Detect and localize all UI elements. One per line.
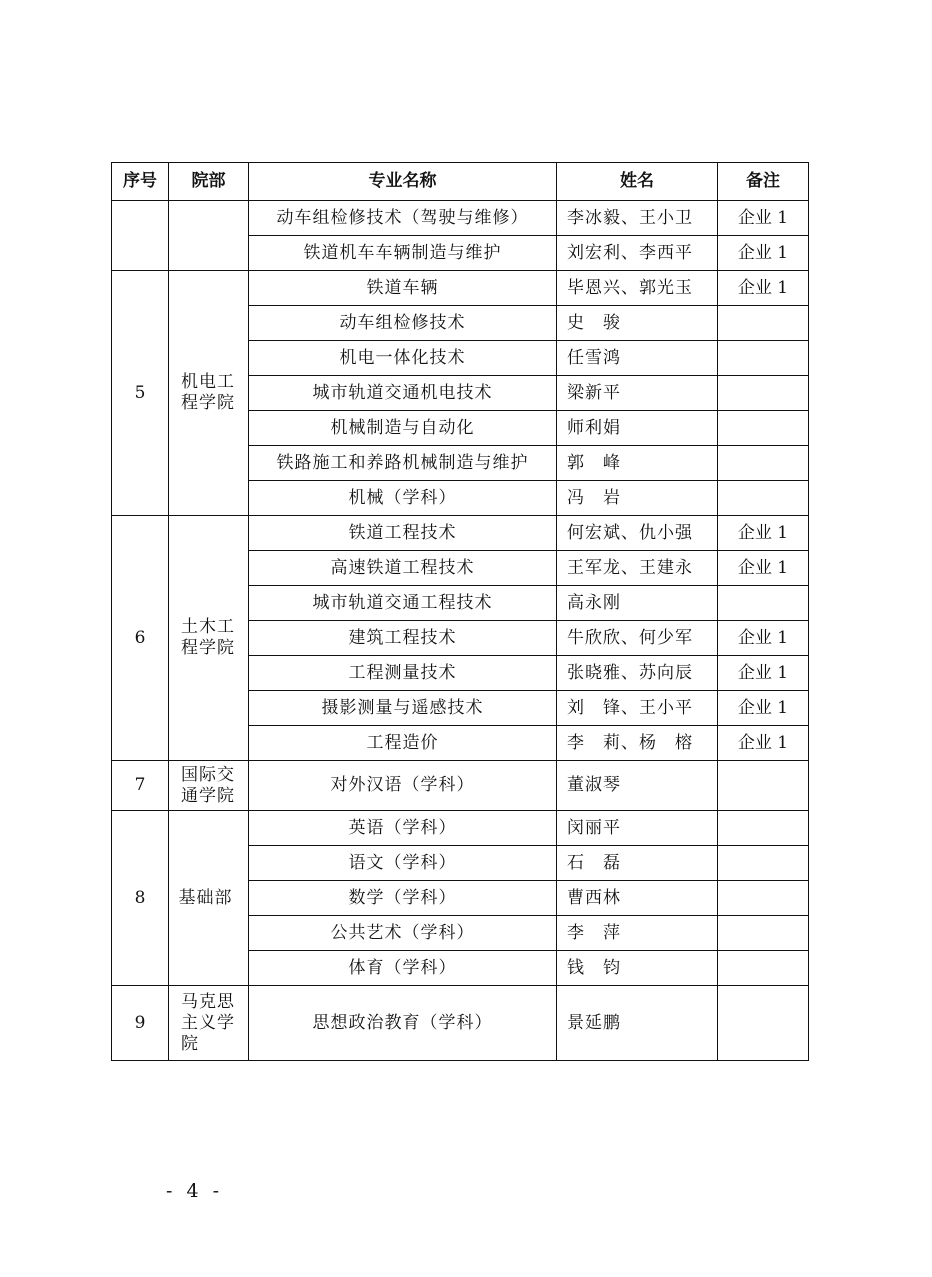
table-row: [112, 761, 809, 811]
name-cell: 张晓雅、苏向辰: [557, 656, 718, 691]
table-row: [112, 516, 809, 551]
note-cell: 企业 1: [718, 726, 809, 761]
note-cell: [718, 811, 809, 846]
dept-cell: 基础部: [169, 811, 249, 986]
major-cell: 动车组检修技术: [249, 306, 557, 341]
seq-cell: 6: [112, 516, 169, 761]
seq-cell: 7: [112, 761, 169, 811]
name-cell: 毕恩兴、郭光玉: [557, 271, 718, 306]
seq-cell: 9: [112, 986, 169, 1061]
major-cell: 建筑工程技术: [249, 621, 557, 656]
name-cell: 高永刚: [557, 586, 718, 621]
table-row: [112, 271, 809, 306]
major-cell: 机械（学科）: [249, 481, 557, 516]
header-note: 备注: [718, 163, 809, 201]
table-row: [112, 201, 809, 236]
table-row: [112, 986, 809, 1061]
header-seq: 序号: [112, 163, 169, 201]
dept-cell: [169, 201, 249, 271]
note-cell: [718, 951, 809, 986]
major-cell: 铁路施工和养路机械制造与维护: [249, 446, 557, 481]
note-cell: 企业 1: [718, 551, 809, 586]
major-cell: 机械制造与自动化: [249, 411, 557, 446]
table-row: [112, 811, 809, 846]
major-cell: 铁道工程技术: [249, 516, 557, 551]
major-cell: 思想政治教育（学科）: [249, 986, 557, 1061]
name-cell: 董淑琴: [557, 761, 718, 811]
major-cell: 铁道机车车辆制造与维护: [249, 236, 557, 271]
roster-body: [112, 201, 809, 1061]
name-cell: 李冰毅、王小卫: [557, 201, 718, 236]
major-cell: 对外汉语（学科）: [249, 761, 557, 811]
major-cell: 工程测量技术: [249, 656, 557, 691]
note-cell: 企业 1: [718, 271, 809, 306]
header-row: [112, 163, 809, 201]
seq-cell: [112, 201, 169, 271]
major-cell: 城市轨道交通工程技术: [249, 586, 557, 621]
name-cell: 何宏斌、仇小强: [557, 516, 718, 551]
note-cell: [718, 341, 809, 376]
major-cell: 体育（学科）: [249, 951, 557, 986]
name-cell: 任雪鸿: [557, 341, 718, 376]
note-cell: [718, 761, 809, 811]
name-cell: 郭 峰: [557, 446, 718, 481]
major-cell: 摄影测量与遥感技术: [249, 691, 557, 726]
note-cell: [718, 846, 809, 881]
note-cell: [718, 306, 809, 341]
major-cell: 高速铁道工程技术: [249, 551, 557, 586]
name-cell: 石 磊: [557, 846, 718, 881]
name-cell: 景延鹏: [557, 986, 718, 1061]
dept-cell: 国际交通学院: [169, 761, 249, 811]
name-cell: 梁新平: [557, 376, 718, 411]
note-cell: [718, 986, 809, 1061]
seq-cell: 5: [112, 271, 169, 516]
major-cell: 英语（学科）: [249, 811, 557, 846]
dept-cell: 机电工程学院: [169, 271, 249, 516]
major-cell: 机电一体化技术: [249, 341, 557, 376]
name-cell: 师利娟: [557, 411, 718, 446]
name-cell: 钱 钧: [557, 951, 718, 986]
header-major: 专业名称: [249, 163, 557, 201]
major-cell: 城市轨道交通机电技术: [249, 376, 557, 411]
name-cell: 冯 岩: [557, 481, 718, 516]
note-cell: [718, 411, 809, 446]
note-cell: 企业 1: [718, 656, 809, 691]
note-cell: 企业 1: [718, 621, 809, 656]
note-cell: [718, 881, 809, 916]
note-cell: 企业 1: [718, 516, 809, 551]
note-cell: [718, 586, 809, 621]
major-cell: 铁道车辆: [249, 271, 557, 306]
name-cell: 王军龙、王建永: [557, 551, 718, 586]
note-cell: [718, 376, 809, 411]
header-dept: 院部: [169, 163, 249, 201]
name-cell: 闵丽平: [557, 811, 718, 846]
major-cell: 数学（学科）: [249, 881, 557, 916]
dept-cell: 马克思主义学院: [169, 986, 249, 1061]
name-cell: 刘宏利、李西平: [557, 236, 718, 271]
name-cell: 李 萍: [557, 916, 718, 951]
name-cell: 刘 锋、王小平: [557, 691, 718, 726]
header-name: 姓名: [557, 163, 718, 201]
note-cell: [718, 481, 809, 516]
note-cell: [718, 446, 809, 481]
major-cell: 语文（学科）: [249, 846, 557, 881]
major-cell: 公共艺术（学科）: [249, 916, 557, 951]
note-cell: [718, 916, 809, 951]
major-cell: 动车组检修技术（驾驶与维修）: [249, 201, 557, 236]
major-cell: 工程造价: [249, 726, 557, 761]
page-number: - 4 -: [166, 1180, 224, 1202]
dept-cell: 土木工程学院: [169, 516, 249, 761]
name-cell: 史 骏: [557, 306, 718, 341]
seq-cell: 8: [112, 811, 169, 986]
name-cell: 李 莉、杨 榕: [557, 726, 718, 761]
note-cell: 企业 1: [718, 201, 809, 236]
roster-table: [111, 162, 809, 1061]
name-cell: 曹西林: [557, 881, 718, 916]
note-cell: 企业 1: [718, 236, 809, 271]
note-cell: 企业 1: [718, 691, 809, 726]
name-cell: 牛欣欣、何少军: [557, 621, 718, 656]
